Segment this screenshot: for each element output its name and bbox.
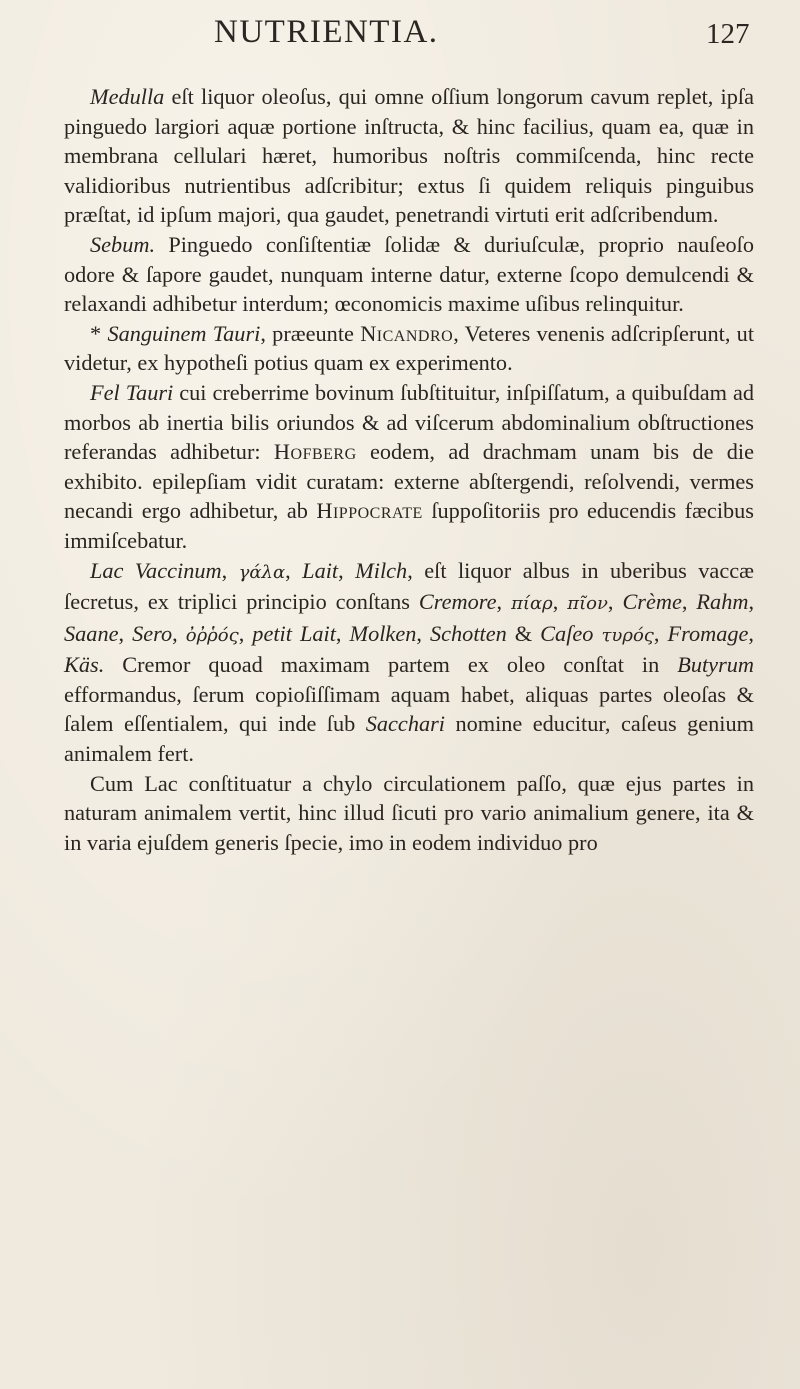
greek-tyros: τυρός [601,624,654,646]
term-kas: Käs. [64,652,105,678]
lac-text-c: efformandus, ſerum copioſiſſimam aquam habet, aliquas partes oleoſas & ſalem eſſentialem, qui inde ſub [64,681,754,737]
term-sanguinem: Sanguinem Tauri [107,320,261,346]
greek-piar: πίαρ [511,593,553,615]
paragraph-sanguinem [64,319,754,378]
lac-text-b: Cremor quoad maximam partem ex oleo conſtat in [104,652,678,678]
author-hofberg: Hofberg [273,439,357,465]
greek-orros: ὀῤῥός [185,624,239,646]
term-fel: Fel Tauri [90,379,174,405]
author-nicandro: Nicandro [360,320,454,346]
term-sebum: Sebum. [90,231,156,257]
term-cremore: Cremore [418,589,497,615]
paragraph-medulla [64,82,754,230]
term-rahm: Rahm [696,589,749,615]
term-creme: Crème [622,589,682,615]
body-text [64,82,754,857]
term-fromage: Fromage [667,620,749,646]
greek-pion: πῖον [567,593,608,615]
sanguinem-text-b: , Veteres venenis adſcripſerunt, ut videtur, ex hypotheſi potius quam ex experimento. [64,320,755,376]
term-butyrum: Butyrum [677,652,754,678]
term-milch: Milch [355,557,408,583]
term-lac: Lac Vaccinum [90,557,222,583]
greek-gala: γάλα [238,561,286,583]
ampersand: & [506,620,541,646]
term-sacchari: Sacchari [365,711,445,737]
lac-text-d: nomine educitur, caſeus genium animalem fert. [64,711,754,767]
page-number: 127 [706,18,750,50]
asterisk-mark: * [90,320,102,346]
sebum-text: Pinguedo conſiſtentiæ ſolidæ & duriuſculæ, proprio nauſeoſo odore & ſapore gaudet, nunquam interne datur, externe ſcopo demulcendi & relaxandi adhibetur interdum; œconomicis maxime uſibus relinquitur. [64,231,754,317]
term-sero: Sero [132,620,173,646]
paragraph-fel [64,378,754,556]
term-medulla: Medulla [90,84,165,109]
cum-text: Cum Lac conſtituatur a chylo circulationem paſſo, quæ ejus partes in naturam animalem vertit, hinc illud ſicuti pro vario animalium genere, ita & in varia ejuſdem generis ſpecie, imo in eodem individuo pro [64,770,754,855]
term-petit-lait: petit Lait [252,620,336,646]
fel-text-c: ſuppoſitoriis pro educendis fæcibus immiſcebatur. [64,498,754,553]
sanguinem-text-a: , præeunte [260,320,361,346]
term-caseo: Caſeo [540,620,594,646]
lac-text-a: , eſt liquor albus in uberibus vaccæ ſecretus, ex triplici principio conſtans [64,557,754,615]
term-molken: Molken [349,620,417,646]
author-hippocrate: Hippocrate [316,498,423,524]
fel-text-a: cui creberrime bovinum ſubſtituitur, inſpiſſatum, a quibuſdam ad morbos ab inertia bilis oriundos & ad viſcerum abdominalium obſtructiones referandas adhibetur: [64,379,755,465]
running-head [0,14,800,64]
term-lait: Lait [302,557,339,583]
paragraph-cum [64,769,754,858]
paragraph-sebum [64,230,754,319]
medulla-text: eſt liquor oleoſus, qui omne oſſium longorum cavum replet, ipſa pinguedo largiori aquæ portione inſtructa, & hinc facilius, quam ea, quæ in membrana cellulari hæret, humoribus noſtris commiſcenda, hinc recte validioribus nutrientibus adſcribitur; extus ſi quidem reliquis pinguibus præſtat, id ipſum majori, qua gaudet, penetrandi virtuti erit adſcribendum. [64,84,754,228]
fel-text-b: eodem, ad drachmam unam bis de die exhibito. epilepſiam vidit curatam: externe abſtergendi, reſolvendi, vermes necandi ergo adhibetur, ab [64,439,754,524]
term-schotten: Schotten [429,620,507,646]
paragraph-lac: Lac Vaccinum, γάλα, Lait, Milch, eſt liquor albus in uberibus vaccæ ſecretus, ex triplici principio conſtans Cremore, πίαρ, πῖον, Crème, Rahm, Saane, Sero, ὀῤῥός, petit Lait, Molken, Schotten & Caſeo τυρός, Fromage, Käs. Cremor quoad maximam partem ex oleo conſtat in Butyrum efformandus, ſerum copioſiſſimam aquam habet, aliquas partes oleoſas & ſalem eſſentialem, qui inde ſub Sacchari nomine educitur, caſeus genium animalem fert. [64,557,755,767]
term-saane: Saane [64,620,119,646]
running-title: NUTRIENTIA. [214,14,439,50]
